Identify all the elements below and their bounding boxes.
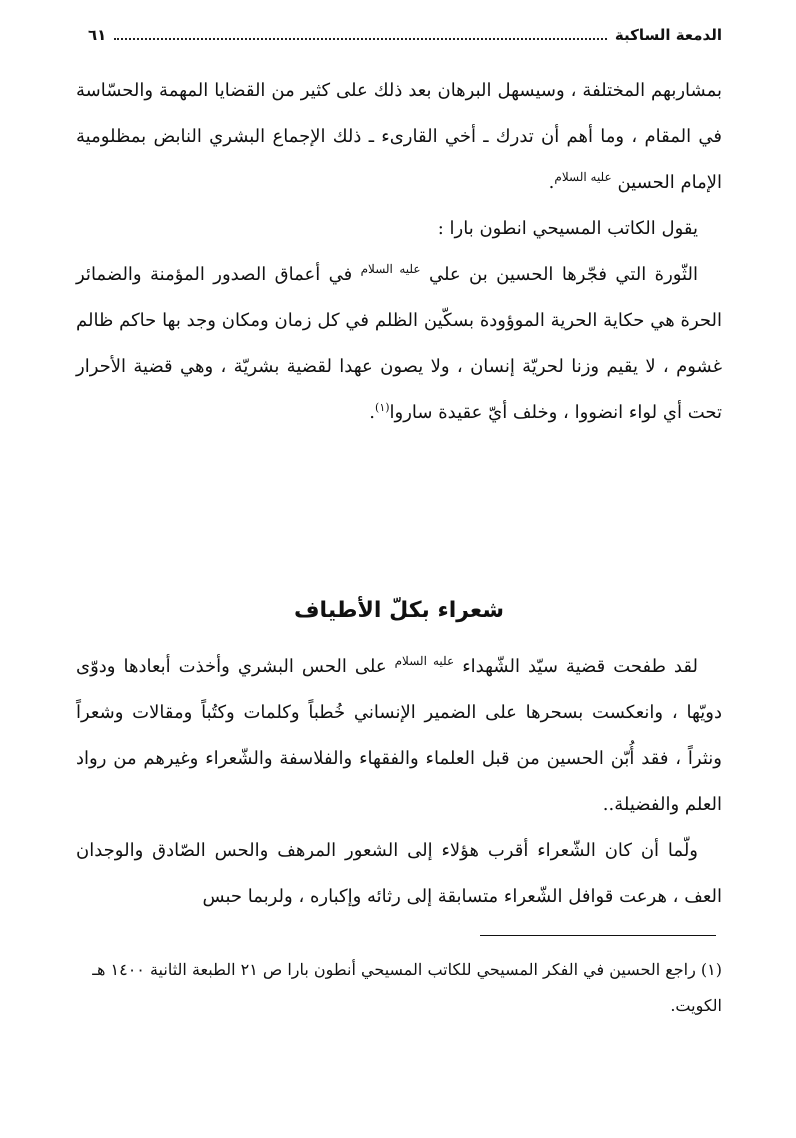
paragraph-quote-intro: يقول الكاتب المسيحي انطون بارا : <box>437 218 698 239</box>
honorific-symbol: عليه السلام <box>554 170 612 184</box>
paragraph: لقد طفحت قضية سيّد الشّهداء $^{عليه السلام}$ على الحس البشري وأخذت أبعادها ودوّى دويّها ، وانعكست بسحرها على الضمير الإنساني خُطباً وكلمات وكتُباً ومقالات وشعراً ونثراً ، فقد أُبّن الحسين من قبل العلماء والفقهاء والفلاسفة والشّعراء وغيرهم من رواد العلم والفضيلة.. <box>76 654 722 815</box>
honorific-symbol: عليه السلام <box>360 262 421 276</box>
footnote-separator <box>480 935 716 936</box>
honorific-symbol: عليه السلام <box>394 654 455 668</box>
running-header-title: الدمعة الساكبة <box>614 26 722 44</box>
running-header <box>88 20 722 50</box>
paragraph-quote: الثّورة التي فجّرها الحسين بن علي $^{عليه السلام}$ في أعماق الصدور المؤمنة والضمائر الحرة هي حكاية الحرية الموؤودة بسكّين الظلم في كل زمان ومكان وجد بها حاكم ظالم غشوم ، لا يقيم وزنا لحريّة إنسان ، ولا يصون عهدا لقضية بشريّة ، وهي قضية الأحرار تحت أي لواء انضووا ، وخلف أيّ عقيدة ساروا$^{(١)}$. <box>76 262 722 423</box>
section-2-body <box>76 644 722 920</box>
paragraph: ولّما أن كان الشّعراء أقرب هؤلاء إلى الشعور المرهف والحس الصّادق والوجدان العف ، هرعت قوافل الشّعراء متسابقة إلى رثائه وإكباره ، ولربما حبس <box>76 840 722 907</box>
footnote: (١) راجع الحسين في الفكر المسيحي للكاتب المسيحي أنطون بارا ص ٢١ الطبعة الثانية ١٤٠٠ هـ الكويت. <box>92 960 722 1015</box>
section-1-body <box>76 68 722 436</box>
page-number: ٦١ <box>88 26 107 44</box>
paragraph: بمشاربهم المختلفة ، وسيسهل البرهان بعد ذلك على كثير من القضايا المهمة والحسّاسة في المقام ، وما أهم أن تدرك ـ أخي القارىء ـ ذلك الإجماع البشري النابض بمظلومية الإمام الحسين $^{عليه السلام}$. <box>76 80 722 193</box>
footnote-reference: (١) <box>375 401 390 414</box>
section-heading: شعراء بكلّ الأطياف <box>294 598 504 623</box>
header-dotted-leader <box>114 38 607 40</box>
